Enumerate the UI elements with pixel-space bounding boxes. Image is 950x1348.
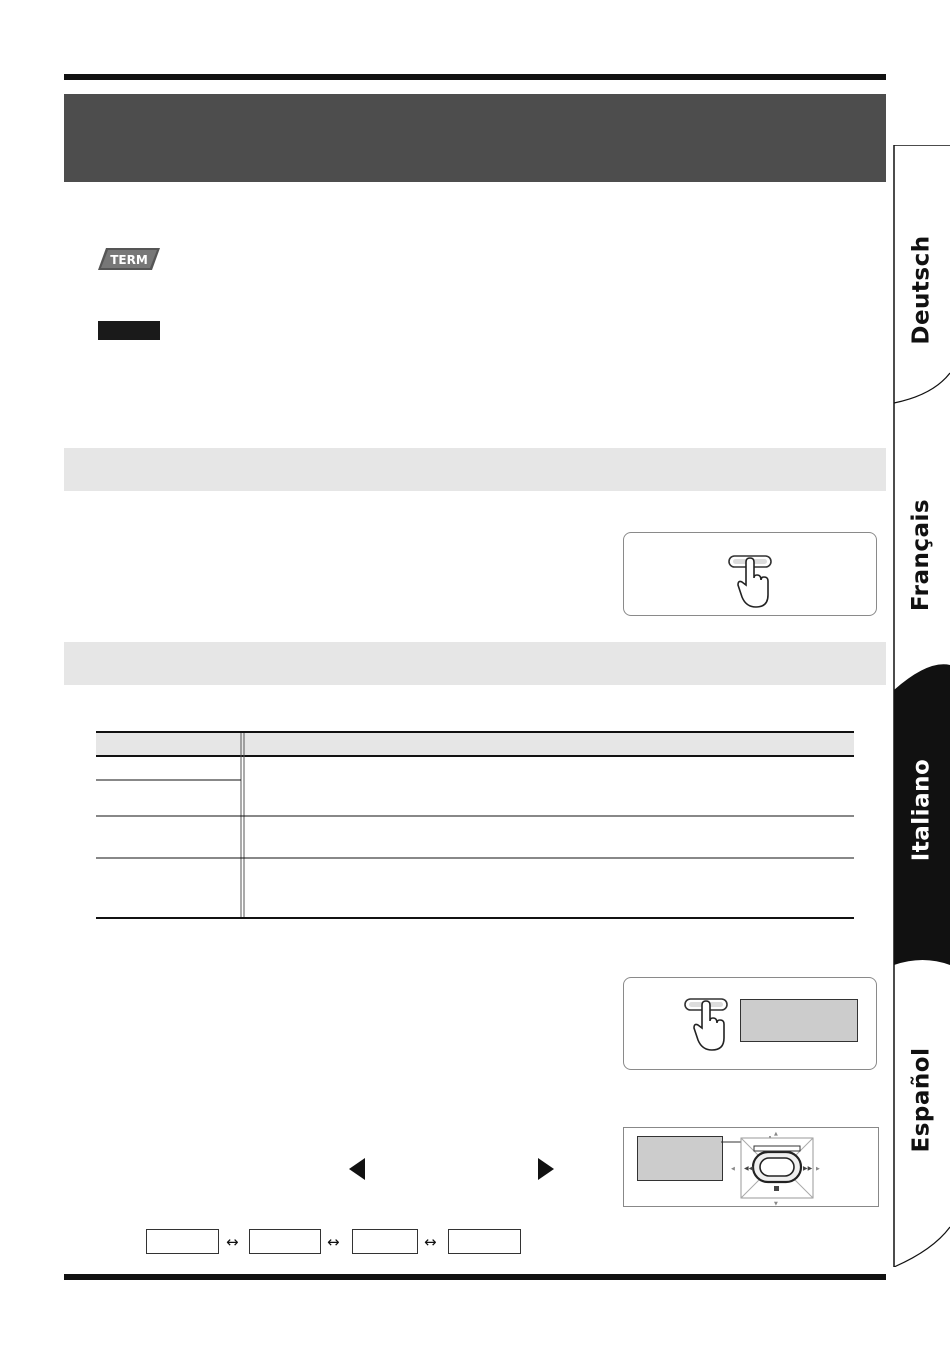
flow-step-2: [249, 1229, 321, 1254]
flow-step-1: [146, 1229, 219, 1254]
tab-italiano[interactable]: [893, 755, 950, 865]
term-badge-label: TERM: [110, 253, 148, 267]
lcd-display: [740, 999, 858, 1042]
svg-text:▶▶: ▶▶: [803, 1165, 813, 1172]
illustration-panel-button: [623, 532, 877, 616]
tab-francais-label: Français: [908, 498, 935, 612]
parameter-table: [96, 731, 856, 921]
jog-dial-icon: [719, 1128, 829, 1206]
language-tabs: [893, 145, 950, 1267]
page-title-band: [64, 94, 886, 182]
svg-text:▲: ▲: [774, 1131, 778, 1137]
illustration-panel-dial: [623, 1127, 879, 1207]
cursor-left-arrow-icon: [349, 1158, 365, 1180]
section-header-1: [64, 448, 886, 491]
tab-italiano-label: Italiano: [908, 758, 935, 862]
flow-step-3: [352, 1229, 418, 1254]
tab-deutsch[interactable]: [893, 235, 950, 345]
lcd-display-small: [637, 1136, 723, 1181]
svg-text:◀◀: ◀◀: [744, 1165, 754, 1172]
svg-text:▶: ▶: [816, 1166, 820, 1172]
cursor-right-arrow-icon: [538, 1158, 554, 1180]
swap-arrow-icon: ↔: [327, 1233, 340, 1251]
bottom-rule: [64, 1274, 886, 1280]
tab-francais[interactable]: [893, 485, 950, 625]
swap-arrow-icon: ↔: [424, 1233, 437, 1251]
tab-espanol[interactable]: [893, 1045, 950, 1155]
top-rule: [64, 74, 886, 80]
svg-text:◀: ◀: [731, 1166, 735, 1172]
section-header-2: [64, 642, 886, 685]
illustration-panel-display: [623, 977, 877, 1070]
svg-text:▼: ▼: [774, 1201, 778, 1206]
tab-deutsch-label: Deutsch: [908, 235, 935, 345]
button-press-hand-icon: [724, 551, 776, 609]
tab-espanol-label: Español: [908, 1047, 935, 1153]
flow-step-4: [448, 1229, 521, 1254]
button-press-hand-icon: [680, 994, 732, 1052]
note-badge-icon: [98, 321, 160, 340]
term-badge-icon: [98, 248, 160, 270]
swap-arrow-icon: ↔: [226, 1233, 239, 1251]
